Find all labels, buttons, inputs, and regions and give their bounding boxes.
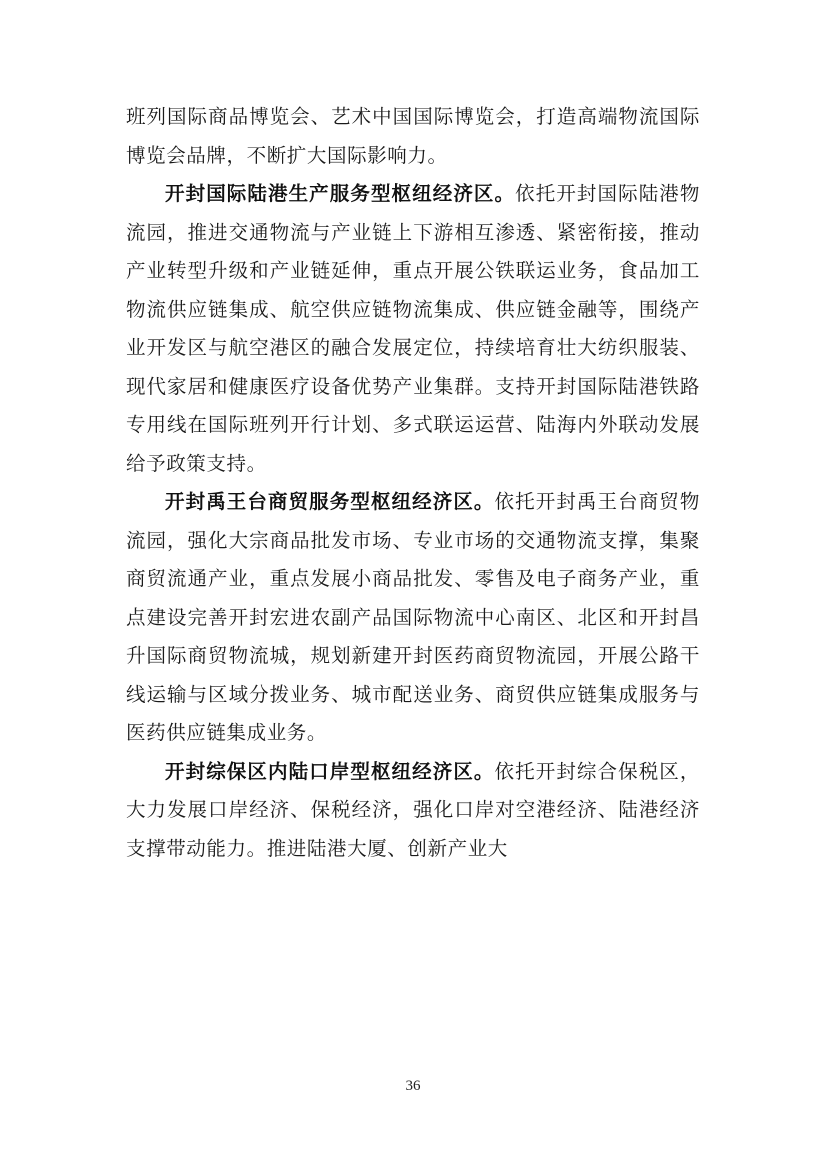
paragraph-continuation [126, 98, 700, 175]
paragraph-text: 班列国际商品博览会、艺术中国国际博览会，打造高端物流国际博览会品牌，不断扩大国际影响力。 [126, 105, 700, 167]
paragraph-kaifeng-land-port [126, 175, 700, 483]
paragraph-heading: 开封禹王台商贸服务型枢纽经济区。 [165, 490, 495, 513]
page-number: 36 [405, 1078, 421, 1094]
paragraph-kaifeng-bonded-zone [126, 753, 700, 869]
paragraph-text: 依托开封禹王台商贸物流园，强化大宗商品批发市场、专业市场的交通物流支撑，集聚商贸流通产业，重点发展小商品批发、零售及电子商务产业，重点建设完善开封宏进农副产品国际物流中心南区、北区和开封昌升国际商贸物流城，规划新建开封医药商贸物流园，开展公路干线运输与区域分拨业务、城市配送业务、商贸供应链集成服务与医药供应链集成业务。 [126, 490, 700, 744]
paragraph-heading: 开封综保区内陆口岸型枢纽经济区。 [165, 759, 495, 783]
paragraph-text: 依托开封综合保税区，大力发展口岸经济、保税经济，强化口岸对空港经济、陆港经济支撑带动能力。推进陆港大厦、创新产业大 [126, 759, 700, 860]
paragraph-text: 依托开封国际陆港物流园，推进交通物流与产业链上下游相互渗透、紧密衔接，推动产业转型升级和产业链延伸，重点开展公铁联运业务，食品加工物流供应链集成、航空供应链物流集成、供应链金融等，围绕产业开发区与航空港区的融合发展定位，持续培育壮大纺织服装、现代家居和健康医疗设备优势产业集群。支持开封国际陆港铁路专用线在国际班列开行计划、多式联运运营、陆海内外联动发展给予政策支持。 [126, 182, 701, 475]
paragraph-kaifeng-yuwangtai [126, 483, 700, 753]
body-text [126, 98, 700, 868]
paragraph-heading: 开封国际陆港生产服务型枢纽经济区。 [165, 182, 516, 205]
